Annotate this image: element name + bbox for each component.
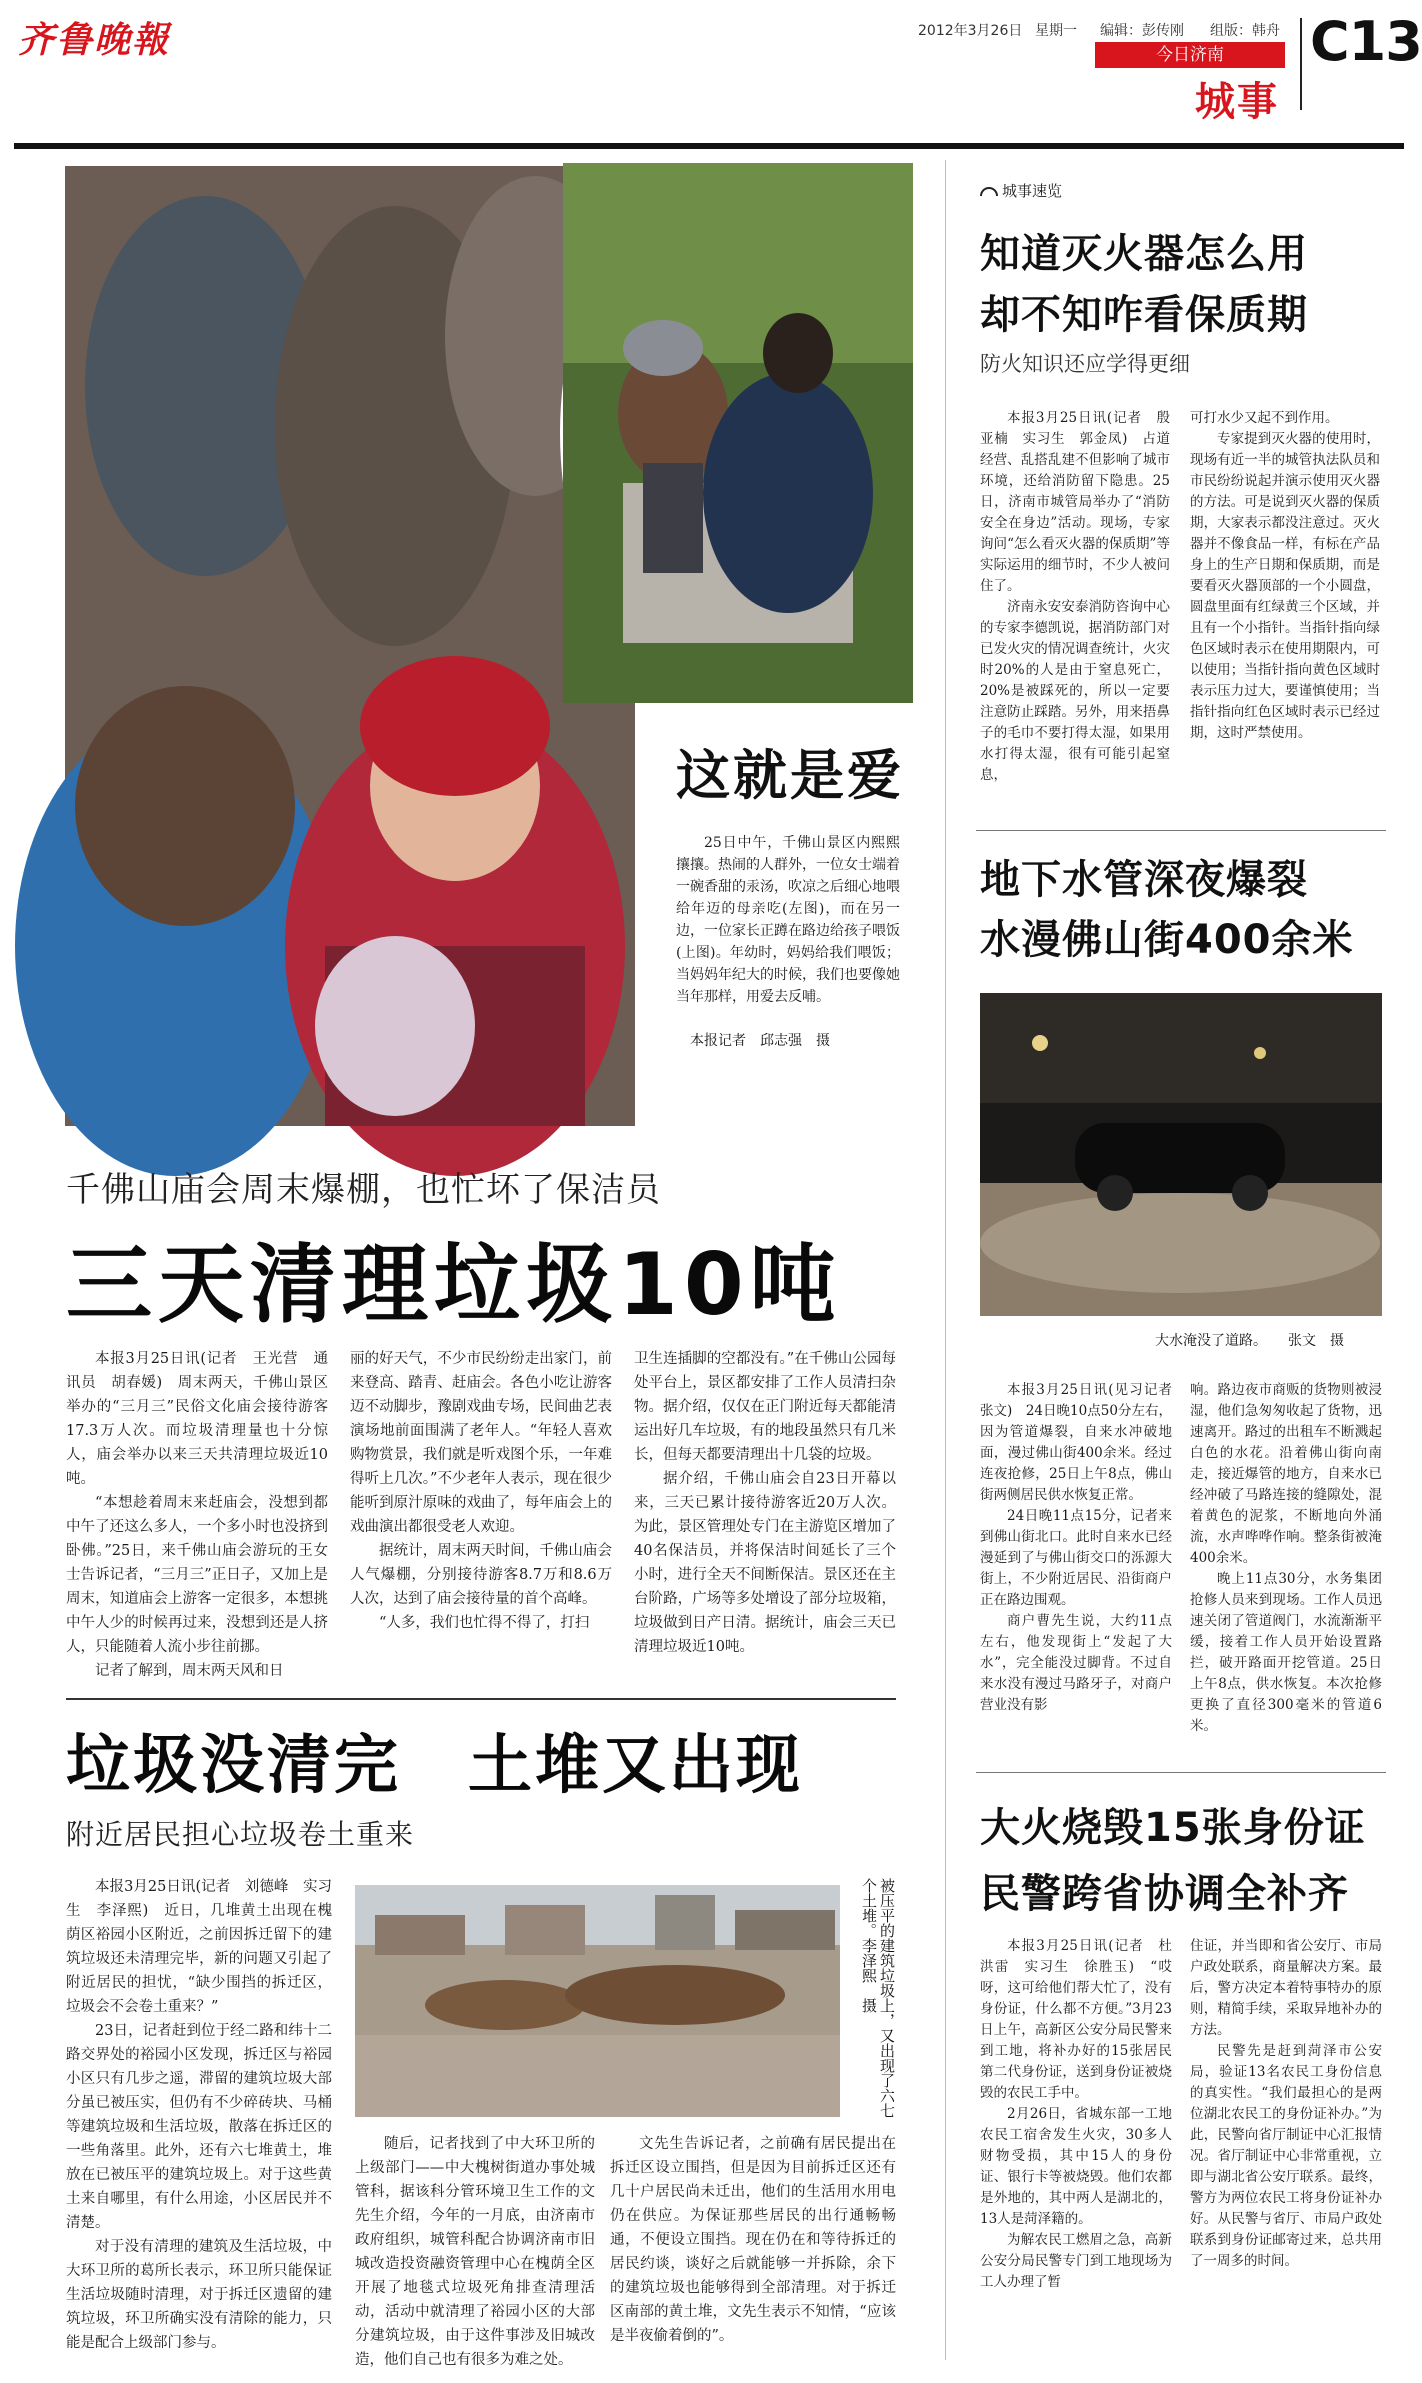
bottom-story-col-2 [355, 2132, 595, 2368]
paragraph: 本报3月25日讯(记者 王光营 通讯员 胡春媛) 周末两天，千佛山景区举办的“三月三”民俗文化庙会接待游客17.3万人次。而垃圾清理量也十分惊人，庙会举办以来三天共清理垃圾近10吨。 [66, 1351, 328, 1487]
paragraph: 商户曹先生说，大约11点左右，他发现街上“发起了大水”，完全能没过脚背。不过自来水没有漫过马路牙子，对商户营业没有影 [980, 1613, 1172, 1713]
paragraph: 本报3月25日讯(记者 刘德峰 实习生 李泽熙) 近日，几堆黄土出现在槐荫区裕园小区附近，之前因拆迁留下的建筑垃圾还未清理完毕，新的问题又引起了附近居民的担忧，“缺少围挡的拆迁区，垃圾会不会卷土重来？” [66, 1879, 332, 2015]
s2-headline-line-1: 地下水管深夜爆裂 [980, 857, 1308, 903]
page-number: C13 [1310, 10, 1422, 73]
top-story-col-3 [634, 1347, 896, 1677]
paragraph: 响。路边夜市商贩的货物则被浸湿，他们急匆匆收起了货物，迅速离开。路过的出租车不断溅起白色的水花。沿着佛山街向南走，接近爆管的地方，自来水已经冲破了马路连接的缝隙处，混着黄色的泥浆，不断地向外涌流，水声哗哗作响。整条街被淹400余米。 [1190, 1382, 1382, 1566]
s1-headline-line-2: 却不知咋看保质期 [980, 292, 1308, 338]
paragraph: 卫生连插脚的空都没有。”在千佛山公园每处平台上，景区都安排了工作人员清扫杂物。据介绍，仅仅在正门附近每天都能清运出好几车垃圾，有的地段虽然只有几米长，但每天都要清理出十几袋的垃圾。 [634, 1351, 896, 1463]
feature-title: 这就是爱 [676, 744, 904, 807]
paragraph: 据介绍，千佛山庙会自23日开幕以来，三天已累计接待游客近20万人次。为此，景区管理处专门在主游览区增加了40名保洁员，并将保洁时间延长了三个小时，进行全天不间断保洁。景区还在主台阶路，广场等多处增设了部分垃圾箱，垃圾做到日产日清。据统计，庙会三天已清理垃圾近10吨。 [634, 1471, 896, 1655]
header-divider [1300, 18, 1302, 110]
paragraph: “人多，我们也忙得不得了，打扫 [379, 1615, 590, 1631]
paragraph: 丽的好天气，不少市民纷纷走出家门，前来登高、踏青、赶庙会。各色小吃让游客迈不动脚步，豫剧戏曲专场，民间曲艺表演场地前面围满了老年人。“年轻人喜欢购物赏景，我们就是听戏图个乐，一年难得听上几次。”不少老年人表示，现在很少能听到原汁原味的戏曲了，每年庙会上的戏曲演出都很受老人欢迎。 [350, 1351, 612, 1535]
masthead: 齐鲁晚報 [18, 19, 171, 61]
story-divider [66, 1698, 896, 1700]
bottom-story-photo [355, 1885, 840, 2117]
bottom-story-col-1 [66, 1875, 332, 2360]
bottom-story-photo-art [355, 1885, 840, 2117]
header-editor: 编辑：彭传刚 [1100, 23, 1184, 39]
column-separator [945, 160, 946, 2360]
bottom-photo-caption [860, 1878, 896, 2118]
paragraph: 本报3月25日讯(记者 杜洪雷 实习生 徐胜玉) “哎呀，这可给他们帮大忙了，没有身份证，什么都不方便。”3月23日上午，高新区公安分局民警来到工地，将补办好的15张居民第二代身份证，送到身份证被烧毁的农民工手中。 [980, 1938, 1172, 2101]
s3-headline-line-1: 大火烧毁15张身份证 [980, 1805, 1366, 1851]
header-layout: 组版：韩舟 [1210, 23, 1280, 39]
bottom-story-headline: 垃圾没清完 土堆又出现 [66, 1729, 803, 1803]
s1-col-1 [980, 408, 1170, 816]
paragraph: 文先生告诉记者，之前确有居民提出在拆迁区设立围挡，但是因为目前拆迁区还有几十户居民尚未迁出，他们的生活用水用电仍在供应。为保证那些居民的出行通畅畅通，不便设立围挡。现在仍在和等待拆迁的居民约谈，谈好之后就能够一并拆除，余下的建筑垃圾也能够得到全部清理。对于拆迁区南部的黄土堆，文先生表示不知情，“应该是半夜偷着倒的”。 [610, 2136, 896, 2344]
sidebar-divider-1 [976, 830, 1386, 831]
s2-photo-art [980, 993, 1382, 1316]
paragraph: 本报3月25日讯(记者 殷亚楠 实习生 郭金凤) 占道经营、乱搭乱建不但影响了城市环境，还给消防留下隐患。25日，济南市城管局举办了“消防安全在身边”活动。现场，专家询问“怎么看灭火器的保质期”等实际运用的细节时，不少人被问住了。 [980, 410, 1170, 594]
feature-photo-main-art [65, 166, 635, 1126]
section-tag [1095, 42, 1285, 68]
s2-photo-caption: 大水淹没了道路。 张文 摄 [1155, 1333, 1344, 1349]
paragraph: “本想趁着周末来赶庙会，没想到都中午了还这么多人，一个多小时也没挤到卧佛。”25日，来千佛山庙会游玩的王女士告诉记者，“三月三”正日子，又加上是周末，知道庙会上游客一定很多，本想挑中午人少的时候再过来，没想到还是人挤人，只能随着人流小步往前挪。 [66, 1495, 328, 1655]
paragraph: 本报3月25日讯(见习记者 张文) 24日晚10点50分左右，因为管道爆裂，自来水冲破地面，漫过佛山街400余米。经过连夜抢修，25日上午8点，佛山街两侧居民供水恢复正常。 [980, 1382, 1186, 1503]
feature-photo-main [65, 166, 635, 1126]
s3-headline-line-2: 民警跨省协调全补齐 [980, 1871, 1349, 1917]
header-weekday: 星期一 [1035, 23, 1077, 39]
top-story-kicker: 千佛山庙会周末爆棚，也忙坏了保洁员 [66, 1170, 661, 1210]
paragraph: 记者了解到，周末两天风和日 [95, 1663, 284, 1679]
paragraph: 据统计，周末两天时间，千佛山庙会人气爆棚，分别接待游客8.7万和8.6万人次，达到了庙会接待量的首个高峰。 [350, 1543, 612, 1607]
paragraph: 济南永安安泰消防咨询中心的专家李德凯说，据消防部门对已发火灾的情况调查统计，火灾时20%的人是由于窒息死亡，20%是被踩死的，所以一定要注意防止踩踏。另外，用来捂鼻子的毛巾不要打得太湿，如果用水打得太湿，很有可能引起窒息， [980, 599, 1170, 783]
s2-col-2 [1190, 1380, 1382, 1758]
paragraph: 24日晚11点15分，记者来到佛山街北口。此时自来水已经漫延到了与佛山街交口的泺源大街上，不少附近居民、沿街商户正在路边围观。 [980, 1508, 1172, 1608]
top-story-col-2 [350, 1347, 612, 1677]
bottom-story-col-3 [610, 2132, 896, 2360]
s1-col-2 [1190, 408, 1380, 816]
top-story-headline: 三天清理垃圾10吨 [66, 1235, 842, 1335]
s2-col-1 [980, 1380, 1186, 1758]
s3-col-2 [1190, 1936, 1382, 2356]
feature-photo-inset-art [563, 163, 913, 703]
sidebar-label-text: 城事速览 [1002, 182, 1063, 200]
section-tag-label: 今日济南 [1156, 45, 1224, 65]
sidebar-label [980, 180, 1062, 201]
s2-headline-line-2: 水漫佛山街400余米 [980, 917, 1354, 963]
paragraph: 随后，记者找到了中大环卫所的上级部门——中大槐树街道办事处城管科，据该科分管环境卫生工作的文先生介绍，今年的一月底，由济南市政府组织，城管科配合协调济南市旧城改造投资融资管理中心在槐荫全区开展了地毯式垃圾死角排查清理活动，活动中就清理了裕园小区的大部分建筑垃圾，由于这件事涉及旧城改造，他们自己也有很多为难之处。 [355, 2136, 595, 2368]
feature-credit: 本报记者 邱志强 摄 [690, 1033, 830, 1049]
s1-subhead: 防火知识还应学得更细 [980, 352, 1190, 376]
bottom-story-subhead: 附近居民担心垃圾卷土重来 [66, 1818, 415, 1851]
paragraph: 对于没有清理的建筑及生活垃圾，中大环卫所的葛所长表示，环卫所只能保证生活垃圾随时清理，对于拆迁区遗留的建筑垃圾，环卫所确实没有清除的能力，只能是配合上级部门参与。 [66, 2239, 332, 2351]
paragraph: 23日，记者赶到位于经二路和纬十二路交界处的裕园小区发现，拆迁区与裕园小区只有几步之遥，滞留的建筑垃圾大部分虽已被压实，但仍有不少碎砖块、马桶等建筑垃圾和生活垃圾，散落在拆迁区的一些角落里。此外，还有六七堆黄土，堆放在已被压平的建筑垃圾上。对于这些黄土来自哪里，有什么用途，小区居民并不清楚。 [66, 2023, 332, 2231]
section-name: 城事 [1195, 79, 1279, 125]
paragraph: 专家提到灭火器的使用时，现场有近一半的城管执法队员和市民纷纷说起并演示使用灭火器的方法。可是说到灭火器的保质期，大家表示都没注意过。灭火器并不像食品一样，有标在产品身上的生产日期和保质期，而是要看灭火器顶部的一个小圆盘，圆盘里面有红绿黄三个区域，并且有一个小指针。当指针指向绿色区域时表示在使用期限内，可以使用；当指针指向黄色区域时表示压力过大，要谨慎使用；当指针指向红色区域时表示已经过期，这时严禁使用。 [1190, 431, 1380, 741]
paragraph: 民警先是赶到菏泽市公安局，验证13名农民工身份信息的真实性。“我们最担心的是两位湖北农民工的身份证补办。”为此，民警向省厅制证中心汇报情况。省厅制证中心非常重视，立即与湖北省公安厅联系。最终，警方为两位农民工将身份证补办好。从民警与省厅、市局户政处联系到身份证邮寄过来，总共用了一周多的时间。 [1190, 2043, 1382, 2269]
s1-headline-line-1: 知道灭火器怎么用 [980, 231, 1308, 277]
paragraph: 住证，并当即和省公安厅、市局户政处联系，商量解决方案。最后，警方决定本着特事特办的原则，精简手续，采取异地补办的方法。 [1190, 1938, 1382, 2038]
header-rule [14, 143, 1404, 149]
paragraph: 晚上11点30分，水务集团抢修人员来到现场。工作人员迅速关闭了管道阀门，水流渐渐平缓，接着工作人员开始设置路拦，破开路面开挖管道。25日上午8点，供水恢复。本次抢修更换了直径300毫米的管道6米。 [1190, 1571, 1382, 1734]
header-date: 2012年3月26日 [918, 23, 1023, 39]
half-circle-icon [980, 187, 998, 196]
sidebar-divider-2 [976, 1772, 1386, 1773]
feature-photo-inset [560, 160, 916, 706]
paragraph: 2月26日，省城东部一工地农民工宿舍发生火灾，30多人财物受损，其中15人的身份证、银行卡等被烧毁。他们农都是外地的，其中两人是湖北的，13人是菏泽籍的。 [980, 2106, 1172, 2227]
s2-photo [980, 993, 1382, 1316]
paragraph: 可打水少又起不到作用。 [1190, 410, 1339, 426]
top-story-col-1 [66, 1347, 328, 1677]
paragraph: 为解农民工燃眉之急，高新公安分局民警专门到工地现场为工人办理了暂 [980, 2232, 1172, 2290]
bottom-photo-caption-text: 被压平的建筑垃圾上，又出现了六七个土堆。李泽熙 摄 [860, 1878, 896, 2118]
feature-caption-text: 25日中午，千佛山景区内熙熙攘攘。热闹的人群外，一位女士端着一碗香甜的汞汤，吹凉之后细心地喂给年迈的母亲吃(左图)，而在另一边，一位家长正蹲在路边给孩子喂饭(上图)。年幼时，妈妈给我们喂饭；当妈妈年纪大的时候，我们也要像她当年那样，用爱去反哺。 [676, 835, 900, 1005]
feature-caption [676, 832, 900, 1032]
s3-col-1 [980, 1936, 1172, 2356]
